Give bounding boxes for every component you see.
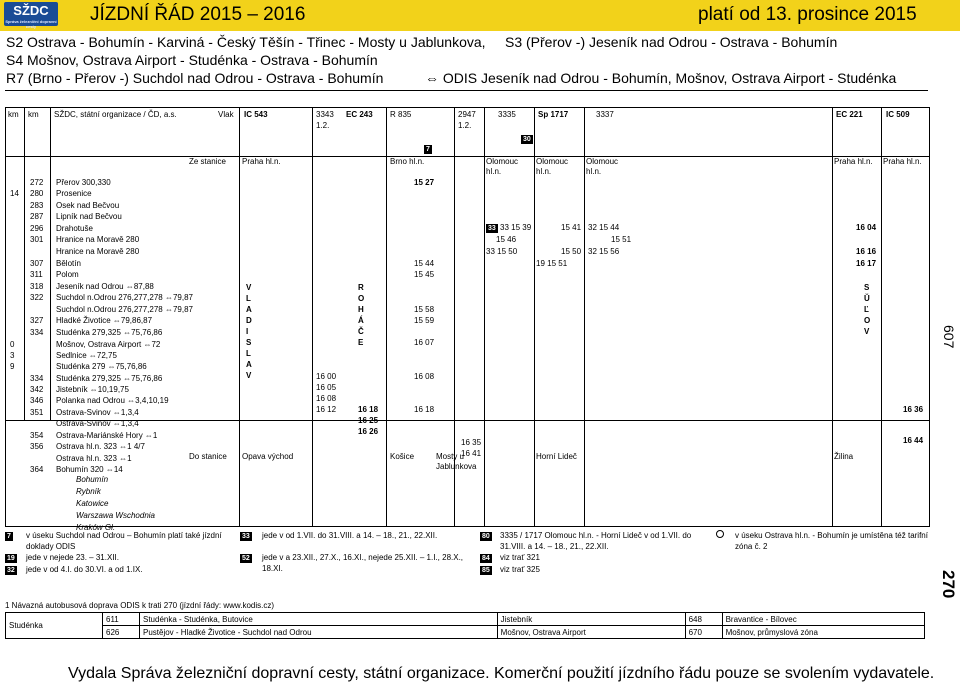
time-sp1717-hranice: 15 50 (561, 247, 582, 256)
station-name: Ostrava-Svinov ⇔1,3,4 (56, 408, 139, 417)
page-number: 270 (939, 570, 958, 599)
train-r835: R 835 (390, 110, 412, 119)
train-name-ic543: V L A D I S L A V (246, 283, 252, 380)
bus-title: 1 Návazná autobusová doprava ODIS k trati 270 (jízdní řády: www.kodis.cz) (5, 601, 275, 610)
note-52: jede v a 23.XII., 27.X., 16.XI., nejede 25.XII. – 1.I., 28.X., 18.XI. (262, 553, 464, 573)
mark-33: 33 (488, 225, 496, 232)
station-name: Hladké Životice ⇔79,86,87 (56, 316, 153, 325)
train-ic543: IC 543 (244, 110, 268, 119)
station-km2: 296 (30, 224, 44, 233)
station-name: Polanka nad Odrou ⇔3,4,10,19 (56, 396, 169, 405)
train-name-ec243: R O H Á Č E (358, 283, 365, 347)
station-km2: 301 (30, 235, 44, 244)
from-ec221: Praha hl.n. (834, 157, 873, 166)
time-r835-studenka-dep: 16 08 (414, 372, 435, 381)
col-line (484, 108, 485, 526)
route-r7: R7 (Brno - Přerov -) Suchdol nad Odrou - Ostrava - Bohumín (6, 70, 384, 86)
dest-warszawa: Warszawa Wschodnia (76, 511, 155, 520)
to-2947: Mosty u Jablunkova (436, 452, 477, 471)
time-3335-lipnik: 33 15 39 (500, 223, 532, 232)
from-sp1717: Olomouc hl.n. (536, 157, 569, 176)
to-ec221: Žilina (834, 452, 854, 461)
station-km2: 342 (30, 385, 44, 394)
station-km2: 346 (30, 396, 44, 405)
station-km2: 318 (30, 282, 44, 291)
from-3335: Olomouc hl.n. (486, 157, 519, 176)
station-km2: 351 (30, 408, 44, 417)
col-line (386, 108, 387, 526)
route-s2: S2 Ostrava - Bohumín - Karviná - Český Těšín - Třinec - Mosty u Jablunkova, (6, 34, 486, 50)
time-r835-prerov: 15 27 (414, 178, 435, 187)
time-3337-hranice: 32 15 56 (588, 247, 620, 256)
station-km2: 334 (30, 374, 44, 383)
col-line (584, 108, 585, 526)
station-name: Ostrava-Mariánské Hory ⇔1 (56, 431, 158, 440)
time-3335-drahotuse: 15 46 (496, 235, 517, 244)
station-km2: 283 (30, 201, 44, 210)
logo-text: SŽDC (13, 3, 49, 18)
time-3343-studenka: 16 00 (316, 372, 337, 381)
station-name: Studénka 279 ⇔75,76,86 (56, 362, 147, 371)
time-ic509-ostrava: 16 44 (903, 436, 924, 445)
note-33: jede v od 1.VII. do 31.VIII. a 14. – 18., 21., 22.XII. (262, 531, 438, 540)
route-odis: ⇔ ODIS Jeseník nad Odrou - Bohumín, Mošnov, Ostrava Airport - Studénka (425, 70, 897, 86)
timetable-table (5, 107, 930, 532)
train-3343: 3343 (316, 110, 334, 119)
bus-stop: Jistebník (497, 613, 685, 626)
bus-station: Studénka (6, 613, 103, 639)
train-note-2947: 1.2. (458, 121, 472, 130)
note-label-85: 85 (482, 567, 490, 574)
col-km1: km (8, 110, 19, 119)
table-row (6, 626, 925, 639)
ze-stanice-label: Ze stanice (189, 157, 226, 166)
col-line (50, 108, 51, 420)
station-name: Ostrava-Svinov ⇔1,3,4 (56, 419, 139, 428)
station-name: Bohumín 320 ⇔14 (56, 465, 123, 474)
train-note-80: 30 (523, 136, 531, 143)
station-name: Lipník nad Bečvou (56, 212, 122, 221)
publisher-footer: Vydala Správa železniční dopravní cesty, státní organizace. Komerční použití jízdního řádu pouze se svolením vydavatele. (68, 665, 935, 682)
do-stanice-label: Do stanice (189, 452, 227, 461)
station-name: Sedlnice ⇔72,75 (56, 351, 117, 360)
table-row (6, 613, 925, 626)
note-19: jede v nejede 23. – 31.XII. (26, 553, 119, 562)
col-line (24, 108, 25, 420)
time-r835-hranice-arr: 15 44 (414, 259, 435, 268)
time-ec243-svinov: 16 18 (358, 405, 379, 414)
train-ec243: EC 243 (346, 110, 373, 119)
dest-bohumin: Bohumín (76, 475, 109, 484)
time-ic509-svinov: 16 36 (903, 405, 924, 414)
station-name: Studénka 279,325 ⇔75,76,86 (56, 328, 163, 337)
bus-route: Bravantice - Bílovec (722, 613, 924, 626)
time-ec221-hranice: 16 16 (856, 247, 877, 256)
col-operator: SŽDC, státní organizace / ČD, a.s. (54, 110, 177, 119)
note-7: v úseku Suchdol nad Odrou – Bohumín platí také jízdní doklady ODIS (26, 531, 222, 551)
station-km2: 327 (30, 316, 44, 325)
bus-route: Pustějov - Hladké Životice - Suchdol nad Odrou (140, 626, 498, 639)
from-r835: Brno hl.n. (390, 157, 425, 166)
bus-line: 670 (685, 626, 722, 639)
time-r835-suchdol-dep: 15 59 (414, 316, 435, 325)
note-85: viz trať 325 (500, 565, 540, 574)
note-32: jede v od 4.I. do 30.VI. a od 1.IX. (26, 565, 143, 574)
route-s3: S3 (Přerov -) Jeseník nad Odrou - Ostrava - Bohumín (505, 34, 838, 50)
station-km2: 307 (30, 259, 44, 268)
col-line (239, 108, 240, 526)
time-r835-studenka-arr: 16 07 (414, 338, 435, 347)
station-name: Suchdol n.Odrou 276,277,278 ⇔79,87 (56, 305, 193, 314)
station-km1: 14 (10, 189, 19, 198)
station-name: Studénka 279,325 ⇔75,76,86 (56, 374, 163, 383)
page-side-number: 607 (941, 325, 957, 349)
station-name: Drahotuše (56, 224, 93, 233)
note-label-7: 7 (7, 533, 11, 540)
to-ic543: Opava východ (242, 452, 294, 461)
station-name: Mošnov, Ostrava Airport ⇔72 (56, 340, 161, 349)
note-label-33: 33 (242, 533, 250, 540)
time-3343-svinov: 16 12 (316, 405, 337, 414)
station-name: Bělotín (56, 259, 81, 268)
station-km2: 322 (30, 293, 44, 302)
station-name: Suchdol n.Odrou 276,277,278 ⇔79,87 (56, 293, 193, 302)
col-line (832, 108, 833, 526)
station-name: Prosenice (56, 189, 92, 198)
time-r835-suchdol-arr: 15 58 (414, 305, 435, 314)
train-note-7: 7 (426, 146, 430, 153)
bus-route: Mošnov, průmyslová zóna (722, 626, 924, 639)
station-km1: 3 (10, 351, 15, 360)
station-km2: 356 (30, 442, 44, 451)
to-r835: Košice (390, 452, 415, 461)
time-3337-drahotuse: 15 51 (611, 235, 632, 244)
bus-table (5, 612, 925, 639)
time-3335-hranice: 33 15 50 (486, 247, 518, 256)
szdc-logo (4, 2, 58, 29)
time-3337-lipnik: 32 15 44 (588, 223, 620, 232)
station-name: Hranice na Moravě 280 (56, 247, 140, 256)
time-3343-jistebnik: 16 05 (316, 383, 337, 392)
to-sp1717: Horní Lideč (536, 452, 577, 461)
train-2947: 2947 (458, 110, 476, 119)
station-name: Jistebník ⇔10,19,75 (56, 385, 129, 394)
from-ic543: Praha hl.n. (242, 157, 281, 166)
time-r835-svinov-arr: 16 18 (414, 405, 435, 414)
train-3335: 3335 (498, 110, 516, 119)
time-ec243-mh: 16 25 (358, 416, 379, 425)
station-km2: 364 (30, 465, 44, 474)
from-3337: Olomouc hl.n. (586, 157, 619, 176)
time-sp1717-hranice-dep: 19 15 51 (536, 259, 568, 268)
station-name: Ostrava hl.n. 323 ⇔1 (56, 454, 132, 463)
note-label-19: 19 (7, 555, 15, 562)
col-line (534, 108, 535, 526)
valid-from: platí od 13. prosince 2015 (698, 4, 917, 25)
bus-line: 626 (103, 626, 140, 639)
timetable-title: JÍZDNÍ ŘÁD 2015 – 2016 (90, 4, 306, 25)
time-2947-ostrava: 16 35 (461, 438, 482, 447)
dest-rybnik: Rybník (76, 487, 101, 496)
train-ic509: IC 509 (886, 110, 910, 119)
bus-line: 611 (103, 613, 140, 626)
station-name: Hranice na Moravě 280 (56, 235, 140, 244)
station-km1: 0 (10, 340, 15, 349)
station-name: Osek nad Bečvou (56, 201, 120, 210)
train-note-3343: 1.2. (316, 121, 330, 130)
route-divider (5, 90, 928, 91)
note-84: viz trať 321 (500, 553, 540, 562)
station-km2: 280 (30, 189, 44, 198)
time-ec221-hranice-dep: 16 17 (856, 259, 877, 268)
station-km2: 354 (30, 431, 44, 440)
dest-krakow: Kraków Gł. (76, 523, 116, 532)
note-80: 3335 / 1717 Olomouc hl.n. - Horní Lideč v od 1.VII. do 31.VIII. a 14. – 18., 21., 22.XII. (500, 531, 692, 551)
station-name: Polom (56, 270, 79, 279)
time-2947-bohumin: 16 41 (461, 449, 482, 458)
bus-stop: Mošnov, Ostrava Airport (497, 626, 685, 639)
station-km2: 272 (30, 178, 44, 187)
note-circle: v úseku Ostrava hl.n. - Bohumín je umístěna též tarifní zóna č. 2 (735, 531, 928, 551)
col-line (881, 108, 882, 526)
train-3337: 3337 (596, 110, 614, 119)
col-line (312, 108, 313, 526)
time-r835-hranice-dep: 15 45 (414, 270, 435, 279)
bus-line: 648 (685, 613, 722, 626)
train-name-ec221: S Ŭ Ľ O V (864, 283, 871, 336)
note-label-80: 80 (482, 533, 490, 540)
note-label-32: 32 (7, 567, 15, 574)
station-km1: 9 (10, 362, 15, 371)
station-name: Ostrava hl.n. 323 ⇔1 4/7 (56, 442, 145, 451)
bus-route: Studénka - Studénka, Butovice (140, 613, 498, 626)
circle-icon (716, 530, 724, 538)
time-3343-polanka: 16 08 (316, 394, 337, 403)
logo-subtitle: Správa železniční dopravní cesty (5, 19, 57, 29)
station-km2: 334 (30, 328, 44, 337)
station-name: Přerov 300,330 (56, 178, 111, 187)
col-vlak: Vlak (218, 110, 234, 119)
time-ec243-ostrava-arr: 16 26 (358, 427, 379, 436)
time-sp1717-lipnik: 15 41 (561, 223, 582, 232)
col-km2: km (28, 110, 39, 119)
row-line (6, 420, 929, 421)
note-label-84: 84 (482, 555, 490, 562)
note-label-52: 52 (242, 555, 250, 562)
route-s4: S4 Mošnov, Ostrava Airport - Studénka - Ostrava - Bohumín (6, 52, 378, 68)
station-name: Jeseník nad Odrou ⇔87,88 (56, 282, 154, 291)
from-ic509: Praha hl.n. (883, 157, 922, 166)
station-km2: 311 (30, 270, 43, 279)
row-line (6, 156, 929, 157)
train-ec221: EC 221 (836, 110, 863, 119)
train-sp1717: Sp 1717 (538, 110, 569, 119)
dest-katowice: Katowice (76, 499, 109, 508)
time-ec221-lipnik: 16 04 (856, 223, 877, 232)
station-km2: 287 (30, 212, 44, 221)
